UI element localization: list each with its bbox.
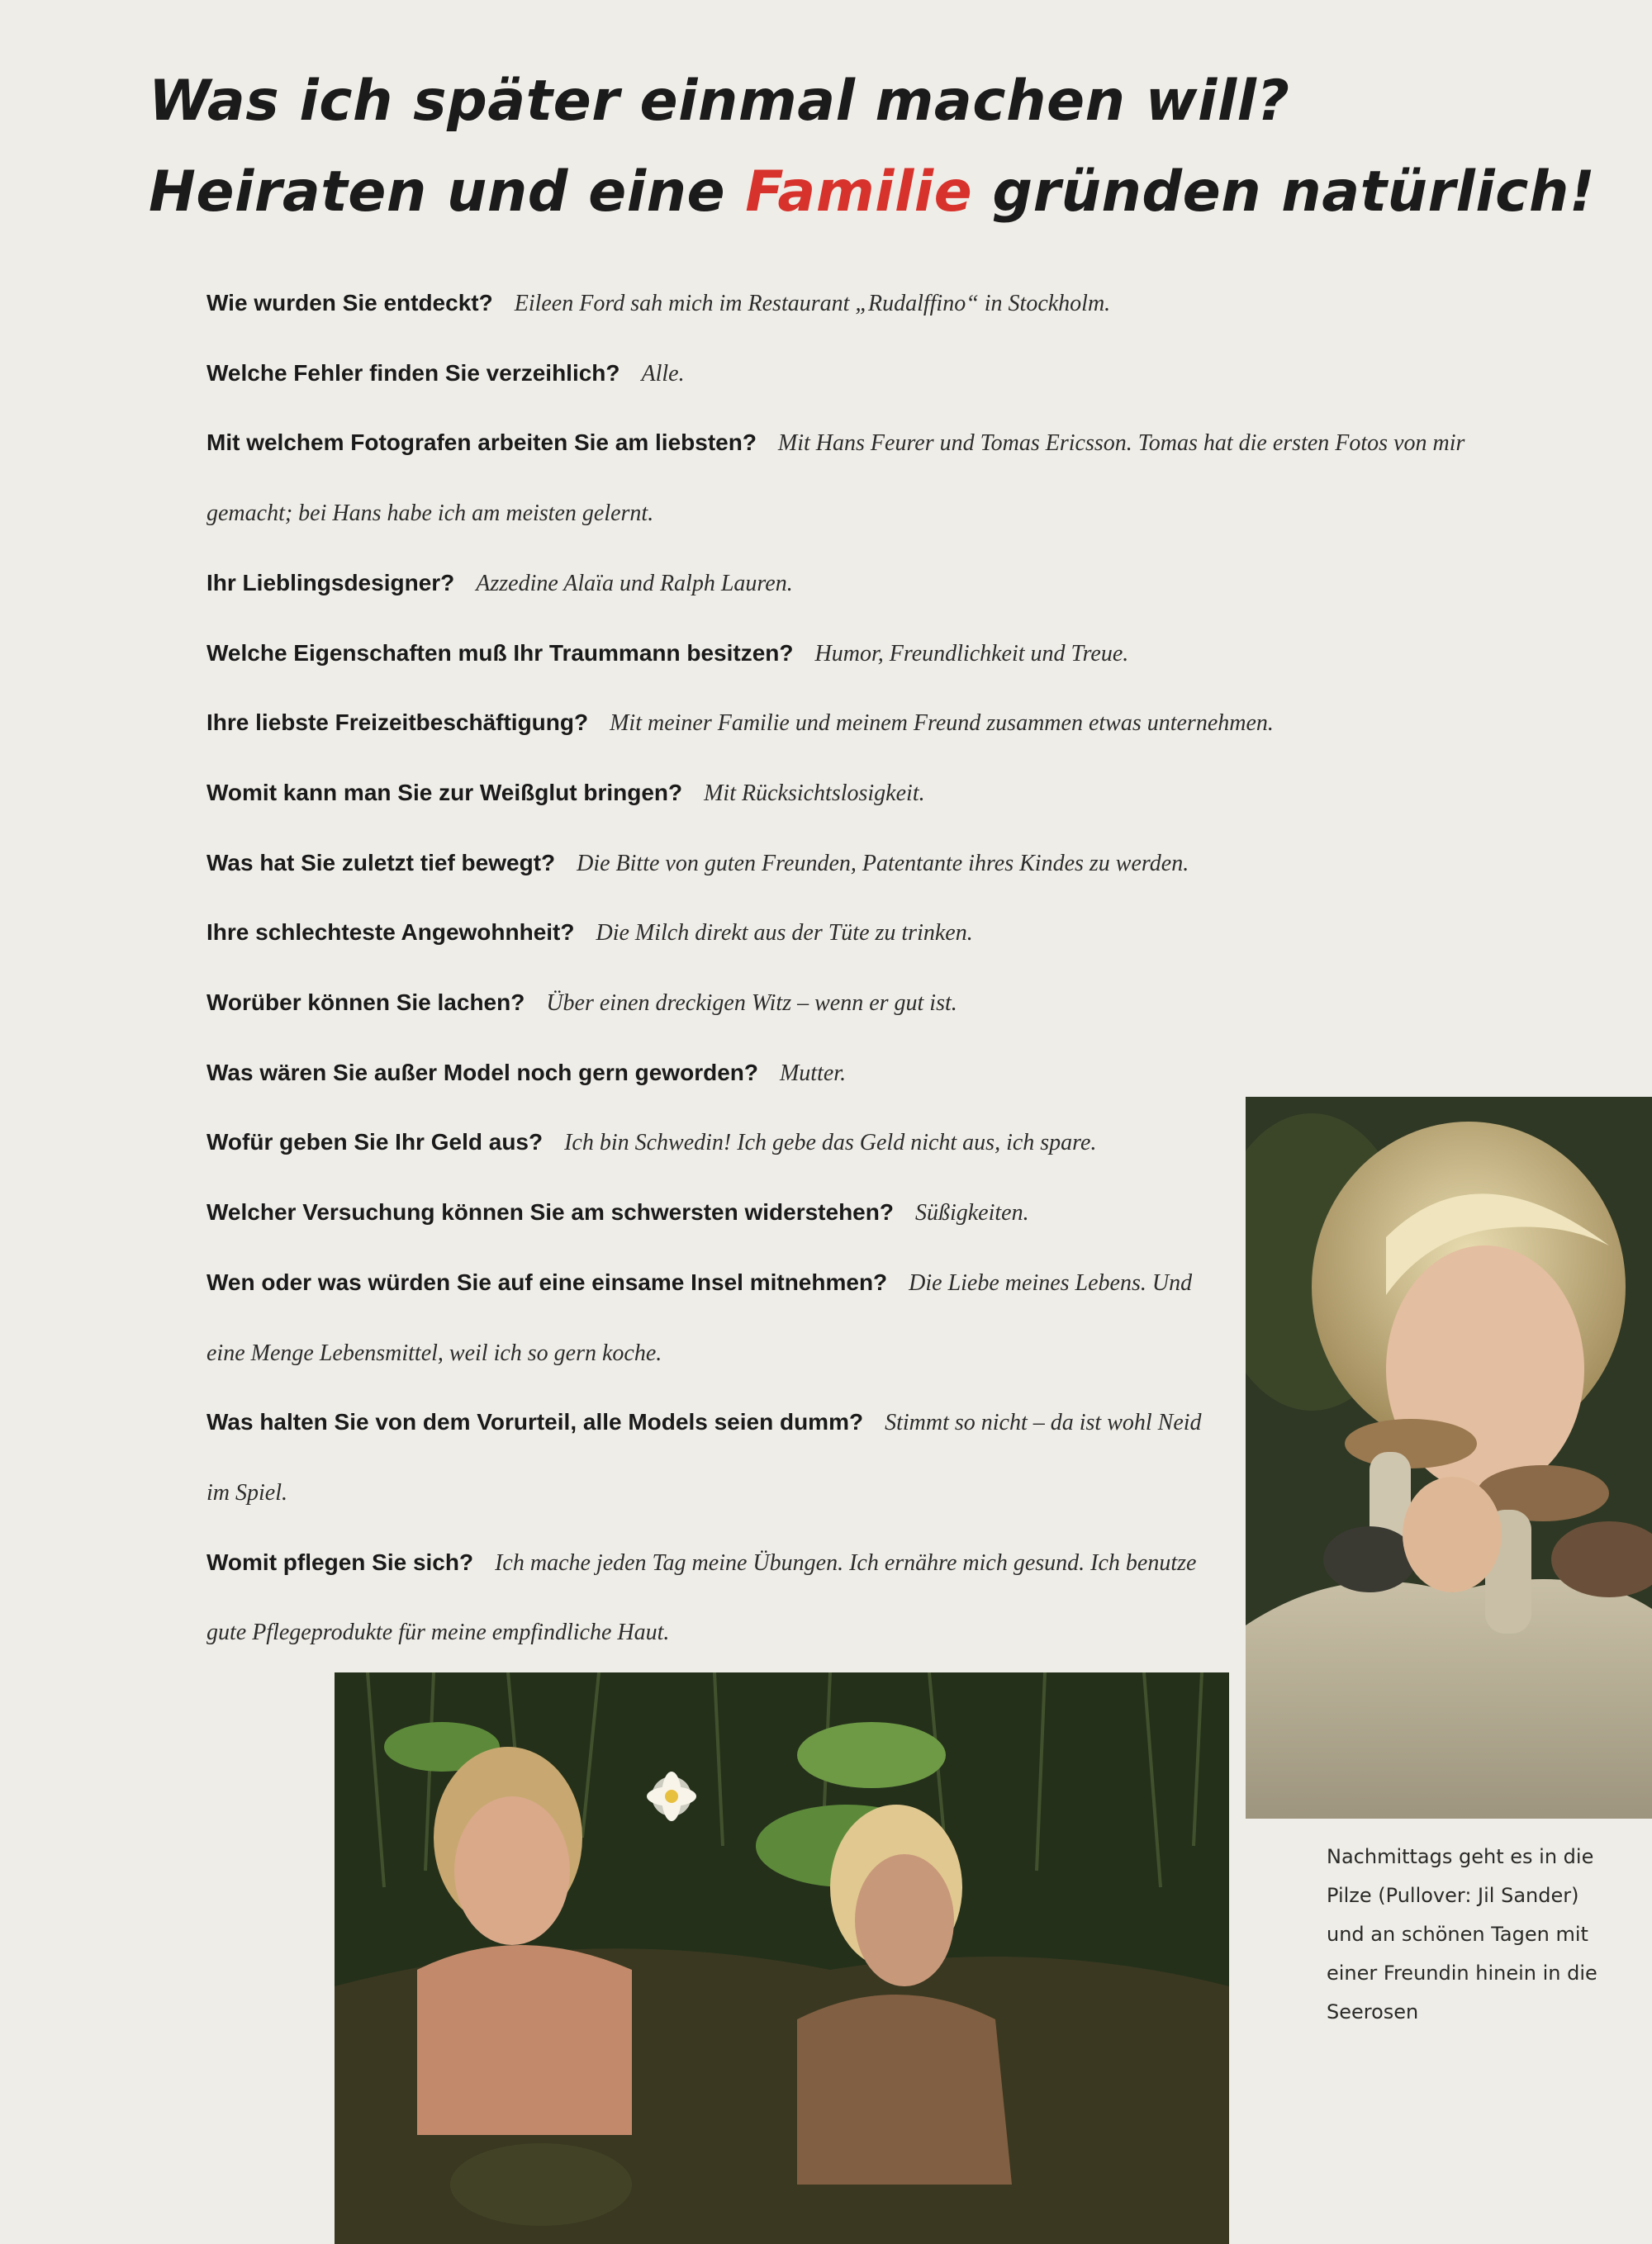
question: Ihre liebste Freizeitbeschäftigung? <box>206 709 589 736</box>
answer: Ich mache jeden Tag meine Übungen. Ich ernähre mich gesund. Ich benutze gute Pflegeprodukte für meine empfindliche Haut. <box>206 1549 1197 1646</box>
headline-line-2-start: Heiraten und eine <box>149 159 746 225</box>
question: Was halten Sie von dem Vorurteil, alle Models seien dumm? <box>206 1409 864 1435</box>
answer: Alle. <box>641 360 685 387</box>
question: Wen oder was würden Sie auf eine einsame Insel mitnehmen? <box>206 1269 888 1295</box>
question: Welche Eigenschaften muß Ihr Traummann besitzen? <box>206 639 794 666</box>
answer: Die Milch direkt aus der Tüte zu trinken. <box>596 920 973 946</box>
answer: Stimmt so nicht – da ist wohl Neid im Spiel. <box>206 1410 1202 1506</box>
question: Womit kann man Sie zur Weißglut bringen? <box>206 779 683 805</box>
photo-caption: Nachmittags geht es in die Pilze (Pullover: Jil Sander) und an schönen Tagen mit einer Freundin hinein in die Seerosen <box>1327 1845 1597 2023</box>
pond-photo-illustration <box>335 1672 1229 2244</box>
question: Welche Fehler finden Sie verzeihlich? <box>206 359 620 386</box>
question: Ihr Lieblingsdesigner? <box>206 569 455 595</box>
qa-item <box>206 1388 1214 1527</box>
qa-item <box>206 1108 1214 1178</box>
headline-line-1: Was ich später einmal machen will? <box>149 69 1290 134</box>
question: Wie wurden Sie entdeckt? <box>206 290 493 315</box>
qa-item <box>206 408 1528 548</box>
qa-item <box>206 1528 1214 1668</box>
qa-item <box>206 548 1528 619</box>
photo-woman-with-mushrooms <box>1246 1097 1652 1819</box>
qa-item <box>206 1248 1214 1388</box>
qa-item <box>206 828 1528 899</box>
question: Was hat Sie zuletzt tief bewegt? <box>206 849 556 875</box>
answer: Die Bitte von guten Freunden, Patentante ihres Kindes zu werden. <box>577 850 1189 876</box>
answer: Azzedine Alaïa und Ralph Lauren. <box>476 570 793 596</box>
qa-item <box>206 688 1528 758</box>
qa-item <box>206 758 1528 828</box>
photo-women-in-pond <box>335 1672 1229 2244</box>
question: Womit pflegen Sie sich? <box>206 1549 474 1575</box>
qa-item <box>206 968 1528 1038</box>
mushroom-photo-illustration <box>1246 1097 1652 1819</box>
answer: Die Liebe meines Lebens. Und eine Menge Lebensmittel, weil ich so gern koche. <box>206 1269 1193 1366</box>
answer: Über einen dreckigen Witz – wenn er gut ist. <box>546 990 957 1017</box>
answer: Mit Hans Feurer und Tomas Ericsson. Tomas hat die ersten Fotos von mir gemacht; bei Hans habe ich am meisten gelernt. <box>206 430 1465 527</box>
headline-accent-word: Familie <box>745 159 973 225</box>
question: Wofür geben Sie Ihr Geld aus? <box>206 1129 544 1155</box>
qa-item <box>206 339 1528 409</box>
question: Worüber können Sie lachen? <box>206 989 525 1016</box>
question: Mit welchem Fotografen arbeiten Sie am liebsten? <box>206 429 757 456</box>
headline <box>149 56 1596 238</box>
qa-item <box>206 619 1528 689</box>
answer: Ich bin Schwedin! Ich gebe das Geld nicht aus, ich spare. <box>564 1130 1097 1156</box>
question: Welcher Versuchung können Sie am schwersten widerstehen? <box>206 1199 894 1226</box>
answer: Mutter. <box>779 1060 847 1086</box>
question: Ihre schlechteste Angewohnheit? <box>206 919 575 946</box>
answer: Mit meiner Familie und meinem Freund zusammen etwas unternehmen. <box>610 710 1274 737</box>
qa-item <box>206 898 1528 968</box>
question: Was wären Sie außer Model noch gern geworden? <box>206 1059 758 1085</box>
headline-line-2-end: gründen natürlich! <box>972 159 1596 225</box>
answer: Mit Rücksichtslosigkeit. <box>704 780 925 806</box>
qa-item <box>206 268 1528 339</box>
headline-line-2 <box>149 147 1596 238</box>
answer: Süßigkeiten. <box>914 1200 1029 1226</box>
qa-item <box>206 1178 1214 1248</box>
answer: Eileen Ford sah mich im Restaurant „Rudalffino“ in Stockholm. <box>514 291 1111 316</box>
answer: Humor, Freundlichkeit und Treue. <box>814 640 1129 667</box>
